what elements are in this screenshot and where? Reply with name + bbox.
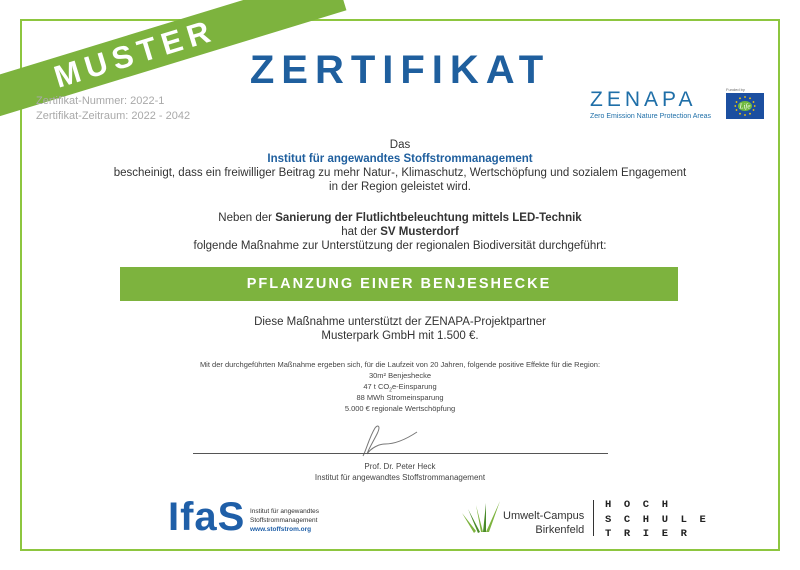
club-name: SV Musterdorf xyxy=(380,226,459,238)
measure-banner xyxy=(120,267,678,301)
effect-co2-sub: 2 xyxy=(389,387,392,394)
hs-row-3: T R I E R xyxy=(605,528,687,541)
ifas-text-block xyxy=(250,508,319,534)
ifas-logo xyxy=(168,497,245,537)
effect-item-hedge: 30m² Benjeshecke xyxy=(368,371,432,380)
institute-name: Institut für angewandtes Stoffstrommanagement xyxy=(267,153,533,165)
effect-co2-a: 47 t CO xyxy=(363,382,390,391)
ifas-url: www.stoffstrom.org xyxy=(250,525,312,533)
certificate-title: ZERTIFIKAT xyxy=(249,48,551,92)
intro-das: Das xyxy=(389,139,411,151)
umwelt-campus-text xyxy=(503,510,584,538)
signature-line xyxy=(193,453,608,454)
eu-life-logo xyxy=(726,87,766,119)
project-hat-prefix: hat der xyxy=(341,226,381,238)
logo-divider xyxy=(593,500,594,536)
eu-flag-icon xyxy=(726,93,764,119)
campus-line-2: Birkenfeld xyxy=(535,523,585,536)
ifas-wordmark: IfaS xyxy=(168,495,246,539)
funded-by-label: Funded by xyxy=(726,87,745,92)
effect-co2-b: e-Einsparung xyxy=(392,382,437,391)
project-prefix: Neben der xyxy=(218,212,276,224)
sample-ribbon-text: MUSTER xyxy=(49,12,220,95)
hs-row-2: S C H U L E xyxy=(605,513,706,526)
zenapa-logo xyxy=(590,88,711,120)
zenapa-tagline: Zero Emission Nature Protection Areas xyxy=(590,113,711,120)
effect-item-value: 5.000 € regionale Wertschöpfung xyxy=(344,404,456,413)
project-measure: Sanierung der Flutlichtbeleuchtung mittels LED-Technik xyxy=(275,212,582,224)
intro-line-2: in der Region geleistet wird. xyxy=(329,181,471,193)
project-line-3: folgende Maßnahme zur Unterstützung der regionalen Biodiversität durchgeführt: xyxy=(193,240,607,252)
ifas-line-2: Stoffstrommanagement xyxy=(250,516,318,524)
signatory-name: Prof. Dr. Peter Heck xyxy=(364,462,436,471)
life-text: Life xyxy=(739,102,751,111)
ifas-line-1: Institut für angewandtes xyxy=(250,508,320,515)
support-line-2: Musterpark GmbH mit 1.500 €. xyxy=(321,330,479,342)
signature-scribble xyxy=(355,418,425,458)
campus-line-1: Umwelt-Campus xyxy=(503,510,585,522)
project-line-1 xyxy=(0,212,800,224)
certificate-period: Zertifikat-Zeitraum: 2022 - 2042 xyxy=(36,110,191,122)
hochschule-trier-logo xyxy=(605,498,706,542)
intro-line-1: bescheinigt, dass ein freiwilliger Beitrag zu mehr Natur-, Klimaschutz, Wertschöpfung und sozialem Engagement xyxy=(113,167,687,179)
support-line-1: Diese Maßnahme unterstützt der ZENAPA-Projektpartner xyxy=(254,316,546,328)
effects-intro: Mit der durchgeführten Maßnahme ergeben sich, für die Laufzeit von 20 Jahren, folgende positive Effekte für die Region: xyxy=(199,360,601,369)
umwelt-campus-leaf-icon xyxy=(462,499,504,535)
effect-item-power: 88 MWh Stromeinsparung xyxy=(356,393,444,402)
certificate-number: Zertifikat-Nummer: 2022-1 xyxy=(36,95,165,107)
effect-item-co2 xyxy=(0,382,800,394)
hs-row-1: H O C H xyxy=(605,499,669,511)
zenapa-wordmark: ZENAPA xyxy=(590,88,697,111)
project-line-2 xyxy=(0,226,800,238)
signatory-org: Institut für angewandtes Stoffstrommanagement xyxy=(314,473,486,482)
measure-banner-text: PFLANZUNG EINER BENJESHECKE xyxy=(246,276,552,292)
